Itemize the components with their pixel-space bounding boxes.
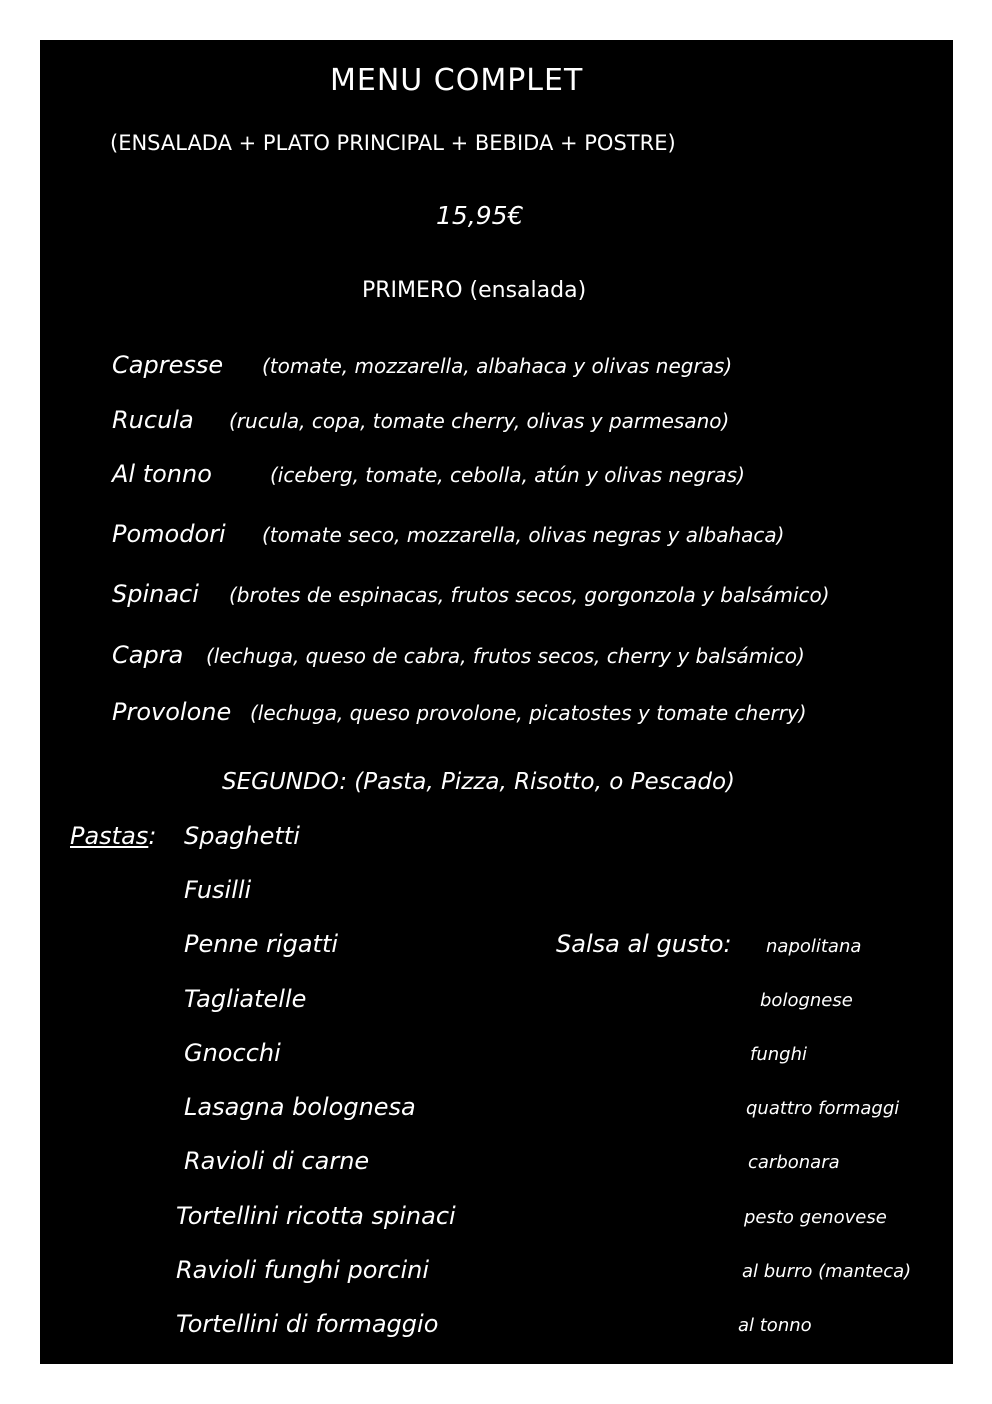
sauce-item: funghi: [750, 1044, 807, 1065]
salad-name: Rucula: [112, 406, 194, 434]
sauce-item: bolognese: [760, 990, 853, 1011]
pasta-item: Ravioli di carne: [184, 1147, 370, 1175]
menu-price: 15,95€: [436, 201, 524, 230]
sauce-item: napolitana: [766, 936, 862, 957]
sauce-label: Salsa al gusto:: [556, 930, 732, 958]
salad-description: (lechuga, queso provolone, picatostes y tomate cherry): [250, 701, 807, 725]
salad-description: (rucula, copa, tomate cherry, olivas y parmesano): [229, 409, 730, 433]
sauce-item: al tonno: [738, 1315, 812, 1336]
pasta-item: Lasagna bolognesa: [184, 1093, 416, 1121]
pasta-item: Ravioli funghi porcini: [176, 1256, 430, 1284]
salad-name: Capresse: [112, 351, 224, 379]
salad-description: (tomate, mozzarella, albahaca y olivas negras): [262, 354, 733, 378]
sauce-item: pesto genovese: [744, 1207, 887, 1228]
segundo-heading: SEGUNDO: (Pasta, Pizza, Risotto, o Pescado): [222, 769, 735, 795]
salad-name: Provolone: [112, 698, 232, 726]
salad-description: (tomate seco, mozzarella, olivas negras y albahaca): [262, 523, 785, 547]
pasta-item: Tortellini ricotta spinaci: [176, 1202, 456, 1230]
salad-name: Capra: [112, 641, 184, 669]
pastas-label-text: Pastas: [70, 822, 149, 850]
salad-name: Pomodori: [112, 520, 226, 548]
pastas-label-colon: :: [148, 822, 157, 850]
pasta-item: Penne rigatti: [184, 930, 339, 958]
menu-subtitle: (ENSALADA + PLATO PRINCIPAL + BEBIDA + POSTRE): [110, 131, 676, 155]
salad-name: Spinaci: [112, 580, 199, 608]
sauce-item: al burro (manteca): [742, 1261, 912, 1282]
pasta-item: Tagliatelle: [184, 985, 307, 1013]
salad-description: (brotes de espinacas, frutos secos, gorgonzola y balsámico): [229, 583, 830, 607]
salad-name: Al tonno: [112, 460, 212, 488]
pasta-item: Gnocchi: [184, 1039, 281, 1067]
sauce-item: quattro formaggi: [746, 1098, 900, 1119]
pasta-item: Tortellini di formaggio: [176, 1310, 439, 1338]
menu-board: [40, 40, 953, 1364]
pasta-item: Spaghetti: [184, 822, 300, 850]
sauce-item: carbonara: [748, 1152, 840, 1173]
menu-title: MENU COMPLET: [330, 63, 584, 98]
pastas-label: [70, 824, 156, 848]
primero-heading: PRIMERO (ensalada): [362, 278, 587, 303]
pasta-item: Fusilli: [184, 876, 252, 904]
salad-description: (lechuga, queso de cabra, frutos secos, cherry y balsámico): [206, 644, 805, 668]
salad-description: (iceberg, tomate, cebolla, atún y olivas negras): [270, 463, 745, 487]
